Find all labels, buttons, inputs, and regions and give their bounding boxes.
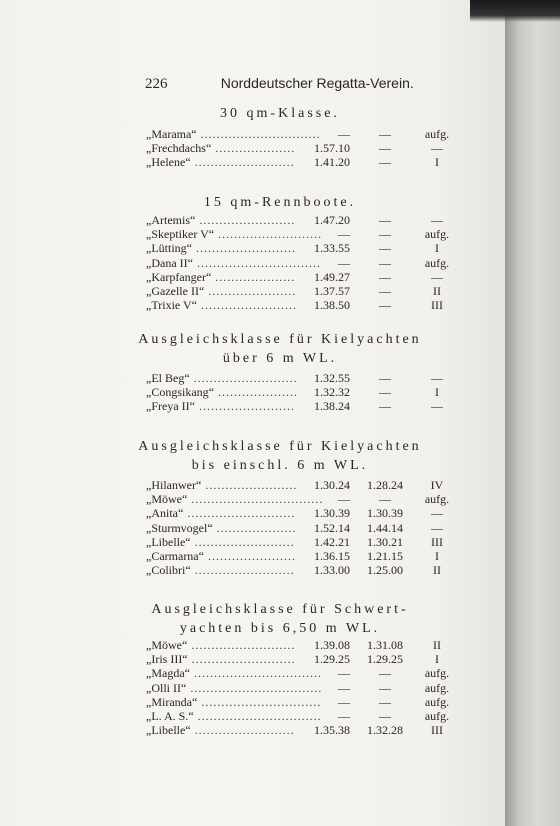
- dot-leader: .........................: [194, 534, 295, 549]
- time-corrected: —: [379, 399, 391, 414]
- section-heading-line: über 6 m WL.: [222, 351, 338, 366]
- dot-leader: ................................: [193, 666, 322, 681]
- dot-leader: .........................: [195, 241, 296, 256]
- time-sailed: 1.41.20: [314, 155, 350, 170]
- placement: —: [431, 399, 443, 414]
- boat-name: „L. A. S.“: [146, 709, 194, 723]
- placement: aufg.: [424, 127, 450, 141]
- dot-leader: .................................: [190, 680, 323, 695]
- time-sailed: 1.30.39: [314, 506, 350, 521]
- dot-leader: ....................: [215, 141, 296, 156]
- placement: IV: [430, 478, 444, 492]
- boat-name: „Congsikang“: [146, 385, 214, 400]
- dot-leader: .................................: [191, 492, 324, 507]
- time-sailed: 1.29.25: [314, 652, 350, 667]
- section-heading-line: Ausgleichsklasse für Kielyachten: [138, 439, 422, 454]
- page-number: 226: [145, 76, 168, 92]
- boat-name: „Hilanwer“: [146, 478, 202, 492]
- dot-leader: ..............................: [201, 694, 322, 709]
- placement: I: [435, 155, 439, 170]
- section-heading-line: 15 qm-Rennboote.: [203, 195, 357, 210]
- time-sailed: 1.32.55: [314, 371, 350, 385]
- boat-name: „Marama“: [146, 127, 197, 141]
- time-corrected: 1.31.08: [367, 638, 403, 652]
- page-title: Norddeutscher Regatta-Verein.: [220, 75, 414, 91]
- boat-name: „Iris III“: [146, 652, 188, 667]
- placement: III: [431, 723, 443, 738]
- placement: —: [431, 141, 443, 156]
- placement: I: [435, 549, 439, 563]
- section-heading: [0, 437, 560, 475]
- placement: —: [431, 520, 443, 535]
- boat-name: „Miranda“: [146, 694, 198, 709]
- time-sailed: 1.47.20: [314, 213, 350, 227]
- time-sailed: 1.38.24: [314, 399, 350, 414]
- time-sailed: 1.33.55: [314, 241, 350, 256]
- dot-leader: ...............................: [197, 709, 322, 723]
- placement: aufg.: [424, 680, 450, 695]
- time-corrected: —: [379, 269, 391, 284]
- time-corrected: 1.30.39: [367, 506, 403, 521]
- dot-leader: ....................: [215, 269, 296, 284]
- time-corrected: —: [379, 127, 391, 141]
- dot-leader: ........................: [198, 399, 295, 414]
- section-heading-line: bis einschl. 6 m WL.: [191, 458, 369, 473]
- time-corrected: 1.30.21: [367, 534, 403, 549]
- placement: aufg.: [424, 492, 450, 507]
- time-corrected: —: [379, 213, 391, 227]
- placement: II: [433, 563, 441, 578]
- placement: aufg.: [424, 709, 450, 723]
- placement: I: [435, 241, 439, 256]
- time-corrected: 1.32.28: [367, 723, 403, 738]
- boat-name: „Karpfanger“: [146, 269, 212, 284]
- time-corrected: 1.25.00: [367, 563, 403, 578]
- time-sailed: —: [338, 680, 350, 695]
- boat-name: „Lütting“: [146, 241, 192, 256]
- time-corrected: —: [379, 255, 391, 270]
- placement: aufg.: [424, 255, 450, 270]
- time-corrected: 1.21.15: [367, 549, 403, 563]
- placement: III: [431, 534, 443, 549]
- time-corrected: —: [379, 141, 391, 156]
- dot-leader: .........................: [194, 723, 295, 738]
- time-sailed: —: [338, 492, 350, 507]
- time-sailed: —: [338, 227, 350, 242]
- dot-leader: ....................: [218, 385, 298, 400]
- dot-leader: ......................: [208, 284, 297, 298]
- dot-leader: ......................: [207, 549, 296, 563]
- time-corrected: 1.29.25: [367, 652, 403, 667]
- boat-name: „El Beg“: [146, 371, 190, 385]
- time-corrected: —: [379, 666, 391, 681]
- time-sailed: 1.38.50: [314, 298, 350, 313]
- boat-name: „Helene“: [146, 155, 191, 170]
- placement: aufg.: [424, 227, 450, 242]
- placement: aufg.: [424, 694, 450, 709]
- time-corrected: —: [379, 385, 391, 400]
- time-corrected: —: [379, 680, 391, 695]
- time-sailed: —: [338, 709, 350, 723]
- time-sailed: 1.39.08: [314, 638, 350, 652]
- dot-leader: ....................: [216, 520, 297, 535]
- section-heading: [0, 330, 560, 368]
- time-corrected: —: [379, 492, 391, 507]
- boat-name: „Magda“: [146, 666, 190, 681]
- dot-leader: ..........................: [191, 652, 296, 667]
- time-corrected: —: [379, 227, 391, 242]
- dot-leader: .........................: [194, 155, 295, 170]
- time-corrected: —: [379, 298, 391, 313]
- time-sailed: 1.37.57: [314, 284, 350, 298]
- placement: II: [433, 284, 441, 298]
- boat-name: „Möwe“: [146, 492, 188, 507]
- placement: II: [433, 638, 441, 652]
- dot-leader: ..........................: [191, 638, 296, 652]
- dot-leader: ...............................: [196, 255, 321, 270]
- time-sailed: 1.32.32: [314, 385, 350, 400]
- section-heading: [0, 104, 560, 123]
- boat-name: „Möwe“: [146, 638, 188, 652]
- dot-leader: ..............................: [200, 127, 321, 141]
- time-sailed: —: [338, 127, 350, 141]
- dot-leader: .........................: [194, 563, 295, 578]
- boat-name: „Trixie V“: [146, 298, 197, 313]
- dot-leader: ........................: [201, 298, 297, 313]
- time-sailed: 1.35.38: [314, 723, 350, 738]
- placement: I: [435, 385, 439, 400]
- boat-name: „Colibri“: [146, 563, 191, 578]
- section-heading-line: Ausgleichsklasse für Kielyachten: [138, 332, 422, 347]
- boat-name: „Frechdachs“: [146, 141, 212, 156]
- time-sailed: 1.57.10: [314, 141, 350, 156]
- boat-name: „Anita“: [146, 506, 184, 521]
- section-heading-line: 30 qm-Klasse.: [220, 106, 340, 121]
- boat-name: „Olli II“: [146, 680, 187, 695]
- scan-shadow: [470, 0, 560, 22]
- time-corrected: —: [379, 241, 391, 256]
- time-sailed: 1.33.00: [314, 563, 350, 578]
- boat-name: „Artemis“: [146, 213, 196, 227]
- page-header: [145, 75, 414, 93]
- placement: —: [431, 269, 443, 284]
- dot-leader: ........................: [199, 213, 296, 227]
- time-sailed: 1.52.14: [314, 520, 350, 535]
- book-binding-edge: [505, 0, 560, 826]
- dot-leader: .......................: [205, 478, 298, 492]
- time-sailed: —: [338, 255, 350, 270]
- placement: —: [431, 506, 443, 521]
- placement: —: [431, 371, 443, 385]
- time-sailed: 1.42.21: [314, 534, 350, 549]
- time-corrected: —: [379, 709, 391, 723]
- boat-name: „Gazelle II“: [146, 284, 205, 298]
- time-corrected: 1.44.14: [367, 520, 403, 535]
- boat-name: „Sturmvogel“: [146, 520, 213, 535]
- time-sailed: 1.36.15: [314, 549, 350, 563]
- boat-name: „Skeptiker V“: [146, 227, 215, 242]
- time-corrected: —: [379, 371, 391, 385]
- placement: I: [435, 652, 439, 667]
- time-corrected: 1.28.24: [367, 478, 403, 492]
- section-heading-line: yachten bis 6,50 m WL.: [179, 621, 381, 636]
- section-heading: [0, 193, 560, 212]
- time-sailed: —: [338, 694, 350, 709]
- dot-leader: ...........................: [187, 506, 296, 521]
- section-heading-line: Ausgleichsklasse für Schwert-: [151, 602, 409, 617]
- placement: aufg.: [424, 666, 450, 681]
- time-sailed: 1.49.27: [314, 269, 350, 284]
- time-sailed: —: [338, 666, 350, 681]
- section-heading: [0, 600, 560, 638]
- boat-name: „Dana II“: [146, 255, 193, 270]
- placement: —: [431, 213, 443, 227]
- time-corrected: —: [379, 155, 391, 170]
- dot-leader: ..........................: [193, 371, 298, 385]
- boat-name: „Carmarna“: [146, 549, 204, 563]
- time-corrected: —: [379, 694, 391, 709]
- boat-name: „Freya II“: [146, 399, 195, 414]
- placement: III: [431, 298, 443, 313]
- time-corrected: —: [379, 284, 391, 298]
- boat-name: „Libelle“: [146, 534, 191, 549]
- time-sailed: 1.30.24: [314, 478, 350, 492]
- dot-leader: ..........................: [218, 227, 323, 242]
- boat-name: „Libelle“: [146, 723, 191, 738]
